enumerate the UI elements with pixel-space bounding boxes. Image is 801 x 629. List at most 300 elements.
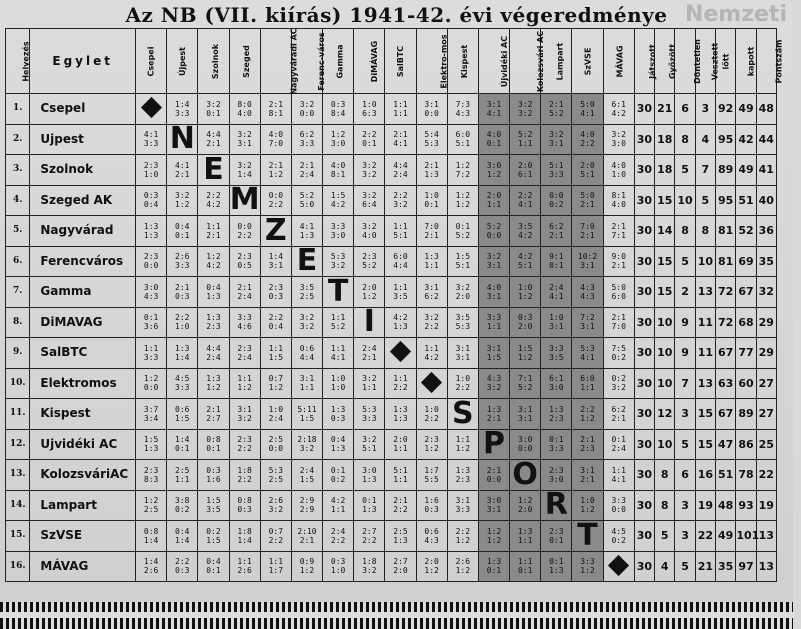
score-cell: 3:2 5:1 xyxy=(354,429,385,460)
header-won: Győzött xyxy=(655,29,675,94)
score-cell: 4:1 2:1 xyxy=(167,155,198,186)
self-match-diamond xyxy=(136,94,167,125)
score-cell: 3:1 1:1 xyxy=(291,368,322,399)
lost-cell: 21 xyxy=(695,551,715,582)
score-cell: 3:2 3:1 xyxy=(541,124,572,155)
diamond-icon xyxy=(390,341,411,362)
score-cell: 5:2 0:0 xyxy=(478,216,509,247)
drawn-cell: 5 xyxy=(675,155,695,186)
score-cell: 3:0 3:1 xyxy=(478,490,509,521)
score-cell: 2:2 0:1 xyxy=(354,124,385,155)
score-cell: 2:2 0:3 xyxy=(167,551,198,582)
lost-cell: 11 xyxy=(695,338,715,369)
score-cell: 0:1 0:2 xyxy=(323,460,354,491)
score-cell: 3:3 1:1 xyxy=(478,307,509,338)
rank-cell: 13. xyxy=(6,460,30,491)
score-cell: 2:7 2:2 xyxy=(354,521,385,552)
score-cell: 3:3 4:6 xyxy=(229,307,260,338)
score-cell: 1:7 5:5 xyxy=(416,460,447,491)
won-cell: 18 xyxy=(655,124,675,155)
results-table xyxy=(5,27,784,582)
score-cell: 7:0 2:1 xyxy=(572,216,603,247)
score-cell: 4:5 0:2 xyxy=(603,521,634,552)
score-cell: 3:2 4:0 xyxy=(354,216,385,247)
goals-against-cell: 77 xyxy=(736,338,756,369)
played-cell: 30 xyxy=(634,94,654,125)
score-cell: 1:8 1:4 xyxy=(229,521,260,552)
played-cell: 30 xyxy=(634,307,654,338)
score-cell: 2:1 7:0 xyxy=(603,307,634,338)
score-cell: 0:1 1:3 xyxy=(354,490,385,521)
score-cell: 4:2 1:1 xyxy=(323,490,354,521)
score-cell: 2:18 3:2 xyxy=(291,429,322,460)
score-cell: 0:4 0:1 xyxy=(198,551,229,582)
score-cell: 0:1 5:2 xyxy=(447,216,478,247)
diamond-icon xyxy=(421,372,442,393)
score-cell: 7:3 4:3 xyxy=(447,94,478,125)
self-match-letter: E xyxy=(291,246,322,277)
goals-against-cell: 52 xyxy=(736,216,756,247)
score-cell: 0:1 3:6 xyxy=(136,307,167,338)
score-cell: 7:5 0:2 xyxy=(603,338,634,369)
rank-cell: 12. xyxy=(6,429,30,460)
score-cell: 2:1 1:2 xyxy=(260,155,291,186)
score-cell: 2:0 1:2 xyxy=(416,551,447,582)
score-cell: 5:3 4:1 xyxy=(572,338,603,369)
score-cell: 6:2 3:3 xyxy=(291,124,322,155)
score-cell: 2:2 4:1 xyxy=(510,185,541,216)
header-opponent: Szeged xyxy=(229,29,260,94)
score-cell: 2:2 1:0 xyxy=(167,307,198,338)
score-cell: 4:0 3:1 xyxy=(478,277,509,308)
score-cell: 2:2 3:2 xyxy=(385,185,416,216)
goals-against-cell: 51 xyxy=(736,185,756,216)
score-cell: 0:0 2:2 xyxy=(260,185,291,216)
rank-cell: 8. xyxy=(6,307,30,338)
score-cell: 3:0 1:2 xyxy=(478,155,509,186)
score-cell: 1:4 2:6 xyxy=(136,551,167,582)
score-cell: 1:2 2:0 xyxy=(510,490,541,521)
score-cell: 1:8 2:2 xyxy=(229,460,260,491)
played-cell: 30 xyxy=(634,124,654,155)
rank-cell: 14. xyxy=(6,490,30,521)
score-cell: 2:6 1:2 xyxy=(447,551,478,582)
goals-for-cell: 72 xyxy=(716,277,736,308)
score-cell: 1:5 1:3 xyxy=(136,429,167,460)
score-cell: 2:1 0:0 xyxy=(478,460,509,491)
rank-cell: 1. xyxy=(6,94,30,125)
score-cell: 3:5 2:5 xyxy=(291,277,322,308)
score-cell: 1:2 3:0 xyxy=(323,124,354,155)
points-cell: 35 xyxy=(756,246,776,277)
score-cell: 0:1 2:4 xyxy=(603,429,634,460)
score-cell: 2:3 8:3 xyxy=(136,460,167,491)
score-cell: 6:2 2:1 xyxy=(541,216,572,247)
played-cell: 30 xyxy=(634,368,654,399)
team-name: Szolnok xyxy=(30,155,136,186)
score-cell: 2:4 4:1 xyxy=(541,277,572,308)
header-rank: Helyezés xyxy=(6,29,30,94)
rank-cell: 2. xyxy=(6,124,30,155)
score-cell: 0:3 8:4 xyxy=(323,94,354,125)
score-cell: 2:1 2:4 xyxy=(291,155,322,186)
score-cell: 3:1 0:0 xyxy=(416,94,447,125)
score-cell: 4:5 3:3 xyxy=(167,368,198,399)
score-cell: 1:0 3:1 xyxy=(541,307,572,338)
points-cell: 29 xyxy=(756,338,776,369)
lost-cell: 13 xyxy=(695,368,715,399)
played-cell: 30 xyxy=(634,216,654,247)
score-cell: 2:6 3:2 xyxy=(260,490,291,521)
won-cell: 10 xyxy=(655,338,675,369)
rank-cell: 11. xyxy=(6,399,30,430)
score-cell: 3:3 3:5 xyxy=(541,338,572,369)
self-match-diamond xyxy=(416,368,447,399)
score-cell: 1:4 3:1 xyxy=(260,246,291,277)
score-cell: 1:2 0:0 xyxy=(136,368,167,399)
score-cell: 1:0 2:2 xyxy=(416,399,447,430)
score-cell: 9:1 0:1 xyxy=(541,246,572,277)
points-cell: 19 xyxy=(756,490,776,521)
points-cell: 29 xyxy=(756,307,776,338)
goals-against-cell: 60 xyxy=(736,368,756,399)
header-opponent: MÁVAG xyxy=(603,29,634,94)
score-cell: 0:8 0:1 xyxy=(198,429,229,460)
score-cell: 0:3 0:4 xyxy=(136,185,167,216)
drawn-cell: 10 xyxy=(675,185,695,216)
drawn-cell: 9 xyxy=(675,307,695,338)
goals-for-cell: 48 xyxy=(716,490,736,521)
won-cell: 4 xyxy=(655,551,675,582)
score-cell: 6:0 1:1 xyxy=(572,368,603,399)
score-cell: 3:1 6:2 xyxy=(416,277,447,308)
score-cell: 2:5 1:3 xyxy=(385,521,416,552)
score-cell: 1:8 3:2 xyxy=(354,551,385,582)
played-cell: 30 xyxy=(634,521,654,552)
score-cell: 2:1 8:1 xyxy=(260,94,291,125)
score-cell: 3:5 4:2 xyxy=(510,216,541,247)
table-body xyxy=(6,94,777,582)
score-cell: 1:1 4:1 xyxy=(323,338,354,369)
team-name: Gamma xyxy=(30,277,136,308)
drawn-cell: 8 xyxy=(675,124,695,155)
score-cell: 1:3 1:4 xyxy=(167,338,198,369)
score-cell: 8:1 4:0 xyxy=(603,185,634,216)
header-opponent: Kolozsvári AC xyxy=(510,29,541,94)
score-cell: 0:6 1:5 xyxy=(167,399,198,430)
score-cell: 0:3 1:6 xyxy=(198,460,229,491)
score-cell: 0:2 3:2 xyxy=(603,368,634,399)
table-row xyxy=(6,94,777,125)
score-cell: 4:1 3:3 xyxy=(136,124,167,155)
score-cell: 2:1 2:4 xyxy=(229,277,260,308)
score-cell: 3:5 5:3 xyxy=(447,307,478,338)
score-cell: 2:2 1:2 xyxy=(572,399,603,430)
score-cell: 1:3 0:1 xyxy=(478,551,509,582)
diamond-icon xyxy=(140,97,161,118)
score-cell: 0:8 1:4 xyxy=(136,521,167,552)
score-cell: 1:4 3:3 xyxy=(167,94,198,125)
table-row xyxy=(6,490,777,521)
score-cell: 2:3 3:0 xyxy=(541,460,572,491)
score-cell: 1:1 1:2 xyxy=(229,368,260,399)
table-row xyxy=(6,399,777,430)
score-cell: 4:0 2:2 xyxy=(572,124,603,155)
lost-cell: 3 xyxy=(695,94,715,125)
score-cell: 1:1 1:5 xyxy=(260,338,291,369)
score-cell: 2:4 1:5 xyxy=(291,460,322,491)
diamond-icon xyxy=(608,555,629,576)
score-cell: 1:3 2:3 xyxy=(447,460,478,491)
lost-cell: 5 xyxy=(695,185,715,216)
score-cell: 2:1 2:7 xyxy=(198,399,229,430)
score-cell: 3:2 2:2 xyxy=(416,307,447,338)
score-cell: 7:2 3:1 xyxy=(572,307,603,338)
score-cell: 1:3 2:1 xyxy=(478,399,509,430)
header-opponent: DiMÁVAG xyxy=(354,29,385,94)
score-cell: 5:0 4:1 xyxy=(572,94,603,125)
score-cell: 6:1 3:0 xyxy=(541,368,572,399)
header-opponent: Gamma xyxy=(323,29,354,94)
score-cell: 3:2 0:0 xyxy=(291,94,322,125)
lost-cell: 10 xyxy=(695,246,715,277)
score-cell: 0:7 2:2 xyxy=(260,521,291,552)
score-cell: 0:7 1:2 xyxy=(260,368,291,399)
team-name: SalBTC xyxy=(30,338,136,369)
score-cell: 0:3 2:0 xyxy=(510,307,541,338)
lost-cell: 4 xyxy=(695,124,715,155)
score-cell: 1:5 3:5 xyxy=(198,490,229,521)
score-cell: 5:2 1:1 xyxy=(510,124,541,155)
score-cell: 3:2 2:0 xyxy=(447,277,478,308)
self-match-letter: R xyxy=(541,490,572,521)
bleed-through-heading: Nemzeti xyxy=(684,2,787,27)
drawn-cell: 3 xyxy=(675,521,695,552)
score-cell: 1:0 1:2 xyxy=(510,277,541,308)
score-cell: 2:2 0:4 xyxy=(260,307,291,338)
score-cell: 0:1 3:3 xyxy=(541,429,572,460)
score-cell: 6:2 2:1 xyxy=(603,399,634,430)
score-cell: 5:3 3:3 xyxy=(354,399,385,430)
played-cell: 30 xyxy=(634,399,654,430)
score-cell: 3:0 0:0 xyxy=(510,429,541,460)
score-cell: 3:2 3:2 xyxy=(510,94,541,125)
played-cell: 30 xyxy=(634,551,654,582)
goals-for-cell: 92 xyxy=(716,94,736,125)
score-cell: 2:1 2:2 xyxy=(385,490,416,521)
won-cell: 10 xyxy=(655,368,675,399)
score-cell: 1:3 1:2 xyxy=(198,368,229,399)
score-cell: 5:1 3:3 xyxy=(541,155,572,186)
score-cell: 0:3 1:0 xyxy=(323,551,354,582)
self-match-letter: N xyxy=(167,124,198,155)
header-played: Játszott xyxy=(634,29,654,94)
header-opponent: Újvidéki AC xyxy=(478,29,509,94)
self-match-letter: O xyxy=(510,460,541,491)
won-cell: 5 xyxy=(655,521,675,552)
score-cell: 6:1 4:2 xyxy=(603,94,634,125)
score-cell: 3:3 0:0 xyxy=(603,490,634,521)
score-cell: 0:0 0:2 xyxy=(541,185,572,216)
goals-for-cell: 49 xyxy=(716,521,736,552)
lost-cell: 15 xyxy=(695,429,715,460)
team-name: Ferencváros xyxy=(30,246,136,277)
score-cell: 1:5 5:1 xyxy=(447,246,478,277)
points-cell: 22 xyxy=(756,460,776,491)
team-name: Lampart xyxy=(30,490,136,521)
score-cell: 4:3 3:2 xyxy=(478,368,509,399)
score-cell: 0:6 4:3 xyxy=(416,521,447,552)
goals-against-cell: 68 xyxy=(736,307,756,338)
score-cell: 2:5 0:0 xyxy=(260,429,291,460)
score-cell: 1:0 2:2 xyxy=(447,368,478,399)
score-cell: 1:3 0:3 xyxy=(323,399,354,430)
score-cell: 2:6 3:3 xyxy=(167,246,198,277)
table-row xyxy=(6,124,777,155)
goals-for-cell: 81 xyxy=(716,246,736,277)
score-cell: 3:2 1:1 xyxy=(354,368,385,399)
team-name: Ujpest xyxy=(30,124,136,155)
self-match-letter: P xyxy=(478,429,509,460)
header-opponent: Szolnok xyxy=(198,29,229,94)
score-cell: 3:0 4:3 xyxy=(136,277,167,308)
goals-against-cell: 89 xyxy=(736,399,756,430)
score-cell: 1:0 1:0 xyxy=(323,368,354,399)
table-row xyxy=(6,216,777,247)
score-cell: 1:1 1:1 xyxy=(385,94,416,125)
score-cell: 1:5 4:2 xyxy=(323,185,354,216)
won-cell: 21 xyxy=(655,94,675,125)
score-cell: 1:2 2:5 xyxy=(136,490,167,521)
points-cell: 13 xyxy=(756,551,776,582)
score-cell: 1:2 1:2 xyxy=(478,521,509,552)
score-cell: 0:1 1:3 xyxy=(541,551,572,582)
score-cell: 1:1 2:2 xyxy=(385,368,416,399)
drawn-cell: 8 xyxy=(675,216,695,247)
goals-for-cell: 81 xyxy=(716,216,736,247)
score-cell: 5:4 5:3 xyxy=(416,124,447,155)
points-cell: 32 xyxy=(756,277,776,308)
points-cell: 41 xyxy=(756,155,776,186)
lost-cell: 8 xyxy=(695,216,715,247)
score-cell: 2:2 1:2 xyxy=(447,521,478,552)
team-name: KolozsváriAC xyxy=(30,460,136,491)
score-cell: 5:0 2:1 xyxy=(572,185,603,216)
points-cell: 27 xyxy=(756,399,776,430)
page-title: Az NB (VII. kiírás) 1941-42. évi végeredménye xyxy=(125,3,668,27)
goals-against-cell: 49 xyxy=(736,94,756,125)
lost-cell: 15 xyxy=(695,399,715,430)
score-cell: 4:2 1:3 xyxy=(385,307,416,338)
score-cell: 1:5 1:2 xyxy=(510,338,541,369)
header-opponent: SalBTC xyxy=(385,29,416,94)
points-cell: 13 xyxy=(756,521,776,552)
table-row xyxy=(6,429,777,460)
score-cell: 1:1 0:1 xyxy=(510,551,541,582)
score-cell: 5:11 1:5 xyxy=(291,399,322,430)
score-cell: 2:3 1:0 xyxy=(136,155,167,186)
goals-for-cell: 67 xyxy=(716,399,736,430)
points-cell: 25 xyxy=(756,429,776,460)
rank-cell: 5. xyxy=(6,216,30,247)
played-cell: 30 xyxy=(634,429,654,460)
score-cell: 2:1 5:2 xyxy=(541,94,572,125)
score-cell: 1:1 5:1 xyxy=(385,216,416,247)
goals-against-cell: 101 xyxy=(736,521,756,552)
score-cell: 3:2 3:2 xyxy=(354,155,385,186)
header-goals-for: lőtt xyxy=(716,29,736,94)
self-match-letter: T xyxy=(323,277,354,308)
score-cell: 2:0 5:1 xyxy=(572,155,603,186)
goals-against-cell: 97 xyxy=(736,551,756,582)
score-cell: 4:1 1:3 xyxy=(291,216,322,247)
won-cell: 10 xyxy=(655,307,675,338)
rank-cell: 16. xyxy=(6,551,30,582)
points-cell: 40 xyxy=(756,185,776,216)
score-cell: 1:1 2:6 xyxy=(229,551,260,582)
score-cell: 1:3 2:3 xyxy=(198,307,229,338)
score-cell: 5:3 2:5 xyxy=(260,460,291,491)
score-cell: 3:2 1:2 xyxy=(167,185,198,216)
table-row xyxy=(6,155,777,186)
score-cell: 1:1 4:2 xyxy=(416,338,447,369)
score-cell: 1:1 3:3 xyxy=(136,338,167,369)
played-cell: 30 xyxy=(634,460,654,491)
rank-cell: 6. xyxy=(6,246,30,277)
drawn-cell: 2 xyxy=(675,277,695,308)
score-cell: 1:0 2:4 xyxy=(260,399,291,430)
score-cell: 4:0 7:0 xyxy=(260,124,291,155)
score-cell: 5:2 5:0 xyxy=(291,185,322,216)
score-cell: 0:0 2:2 xyxy=(229,216,260,247)
score-cell: 3:2 3:2 xyxy=(291,307,322,338)
header-opponent: Elektro-mos xyxy=(416,29,447,94)
played-cell: 30 xyxy=(634,338,654,369)
score-cell: 2:3 1:2 xyxy=(416,429,447,460)
score-cell: 2:3 0:0 xyxy=(136,246,167,277)
team-name: Nagyvárad xyxy=(30,216,136,247)
score-cell: 2:3 0:5 xyxy=(229,246,260,277)
score-cell: 2:1 2:3 xyxy=(572,429,603,460)
score-cell: 3:2 3:0 xyxy=(603,124,634,155)
score-cell: 2:3 5:2 xyxy=(354,246,385,277)
score-cell: 0:6 4:4 xyxy=(291,338,322,369)
score-cell: 2:0 1:1 xyxy=(385,429,416,460)
score-cell: 1:0 1:2 xyxy=(572,490,603,521)
bottom-border-gap xyxy=(0,612,793,618)
played-cell: 30 xyxy=(634,246,654,277)
table-row xyxy=(6,460,777,491)
score-cell: 2:9 2:9 xyxy=(291,490,322,521)
score-cell: 1:0 0:1 xyxy=(416,185,447,216)
lost-cell: 16 xyxy=(695,460,715,491)
score-cell: 3:3 3:0 xyxy=(323,216,354,247)
header-opponent: Lampart xyxy=(541,29,572,94)
header-goals-against: kapott xyxy=(736,29,756,94)
score-cell: 3:2 0:1 xyxy=(198,94,229,125)
team-name: MÁVAG xyxy=(30,551,136,582)
score-cell: 3:7 3:4 xyxy=(136,399,167,430)
score-cell: 1:1 4:1 xyxy=(603,460,634,491)
score-cell: 0:2 1:5 xyxy=(198,521,229,552)
score-cell: 1:1 3:5 xyxy=(385,277,416,308)
score-cell: 5:3 3:2 xyxy=(323,246,354,277)
won-cell: 10 xyxy=(655,429,675,460)
header-points: Pontszám xyxy=(756,29,776,94)
self-match-letter: M xyxy=(229,182,260,218)
goals-for-cell: 89 xyxy=(716,155,736,186)
self-match-letter: I xyxy=(354,307,385,338)
